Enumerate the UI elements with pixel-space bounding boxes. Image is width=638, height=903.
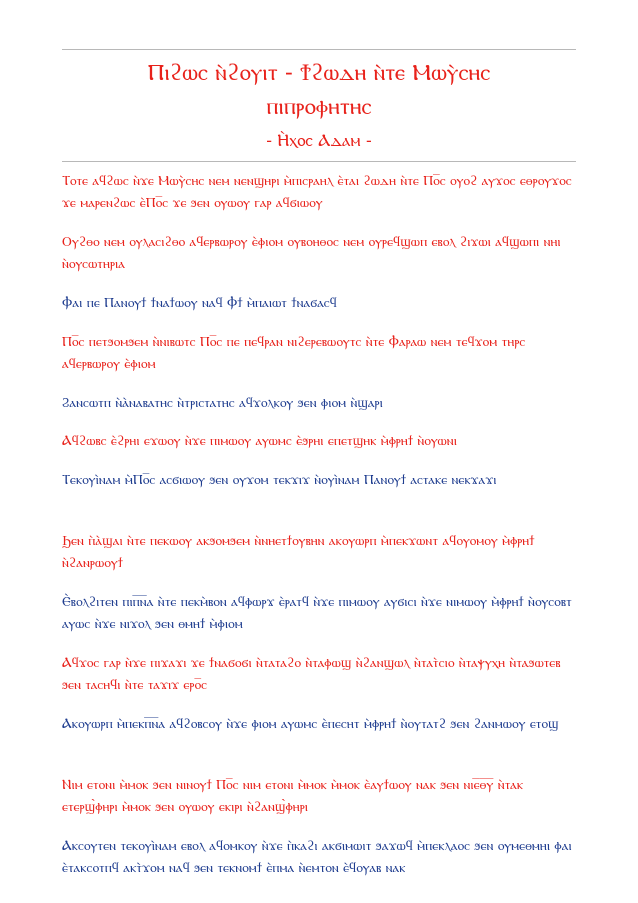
- top-divider: [62, 49, 576, 50]
- title-line-2: ⲡⲓⲡⲣⲟⲫⲏⲧⲏⲥ: [266, 94, 372, 120]
- title-line-1: Ⲡⲓϩⲱⲥ ⲛ̀ϩⲟⲩⲓⲧ - Ϯϩⲱⲇⲏ ⲛ̀ⲧⲉ Ⲙⲱⲩ̀ⲥⲏⲥ: [147, 60, 491, 86]
- title-divider: [62, 161, 576, 162]
- verse-8: Ϧⲉⲛ ⲡ̀ⲁ̀ϣⲁⲓ ⲛ̀ⲧⲉ ⲡⲉⲕⲱⲟⲩ ⲁⲕϧⲟⲙϧⲉⲙ ⲛ̀ⲛⲏⲉⲧϯⲟⲩⲃⲏⲛ ⲁⲕⲟⲩⲱⲣⲡ ⲙ̀ⲡⲉⲕϫⲱⲛⲧ ⲁϥⲟⲩⲟⲙⲟⲩ ⲙ̀ⲫⲣⲏϯ ⲛ̀ϩⲁⲛⲣⲱⲟⲩϯ: [62, 533, 535, 571]
- verse-10: Ⲁϥϫⲟⲥ ⲅⲁⲣ ⲛ̀ϫⲉ ⲡⲓϫⲁϫⲓ ϫⲉ ϯⲛⲁϭⲟϭⲓ ⲛ̀ⲧⲁⲧⲁϩⲟ ⲛ̀ⲧⲁⲫⲱϣ ⲛ̀ϩⲁⲛϣⲱⲗ ⲛ̀ⲧⲁⲧ̀ⲥⲓⲟ ⲛ̀ⲧⲁⲯⲩⲭⲏ ⲛ̀ⲧⲁϧⲱⲧⲉⲃ ϧⲉⲛ ⲧⲁⲥⲏϥⲓ ⲛ̀ⲧⲉ ⲧⲁϫⲓϫ ⲉⲣⲟ̅ⲥ: [62, 655, 561, 693]
- verse-3: Ⲫⲁⲓ ⲡⲉ Ⲡⲁⲛⲟⲩϯ ϯⲛⲁϯⲱⲟⲩ ⲛⲁϥ Ⲫϯ ⲙ̀ⲡⲁⲓⲱⲧ ϯⲛⲁϭⲁⲥϥ: [62, 295, 337, 311]
- verse-1: Ⲧⲟⲧⲉ ⲁϥϩⲱⲥ ⲛ̀ϫⲉ Ⲙⲱⲩ̀ⲥⲏⲥ ⲛⲉⲙ ⲛⲉⲛϣⲏⲣⲓ ⲙ̀ⲡⲓⲥⲣⲁⲏⲗ ⲉ̀ⲧⲁⲓ ϩⲱⲇⲏ ⲛ̀ⲧⲉ Ⲡⲟ̅ⲥ ⲟⲩⲟϩ ⲁⲩϫⲟⲥ ⲉⲑⲣⲟⲩϫⲟⲥ ϫⲉ ⲙⲁⲣⲉⲛϩⲱⲥ ⲉ̀Ⲡⲟ̅ⲥ ϫⲉ ϧⲉⲛ ⲟⲩⲱⲟⲩ ⲅⲁⲣ ⲁϥϭⲓⲱⲟⲩ: [62, 173, 572, 211]
- verse-4: Ⲡⲟ̅ⲥ ⲡⲉⲧϧⲟⲙϧⲉⲙ ⲛ̀ⲛⲓⲃⲱⲧⲥ Ⲡⲟ̅ⲥ ⲡⲉ ⲡⲉϥⲣⲁⲛ ⲛⲓϩⲉⲣⲉⲃⲱⲟⲩⲧⲥ ⲛ̀ⲧⲉ Ⲫⲁⲣⲁⲱ ⲛⲉⲙ ⲧⲉϥϫⲟⲙ ⲧⲏⲣⲥ ⲁϥⲉⲣⲃⲱⲣⲟⲩ ⲉ̀ⲫⲓⲟⲙ: [62, 334, 526, 372]
- verse-9: Ⲉ̀ⲃⲟⲗϩⲓⲧⲉⲛ ⲡⲓⲡ̅ⲛ̅ⲁ ⲛ̀ⲧⲉ ⲡⲉⲕⲙ̀ⲃⲟⲛ ⲁϥⲫⲱⲣϫ ⲉ̀ⲣⲁⲧϥ ⲛ̀ϫⲉ ⲡⲓⲙⲱⲟⲩ ⲁⲩϭⲓⲥⲓ ⲛ̀ϫⲉ ⲛⲓⲙⲱⲟⲩ ⲙ̀ⲫⲣⲏϯ ⲛ̀ⲟⲩⲥⲟⲃⲧ ⲁⲩⲱⲥ ⲛ̀ϫⲉ ⲛⲓϫⲟⲗ ϧⲉⲛ ⲑⲙⲏϯ ⲙ̀ⲫⲓⲟⲙ: [62, 594, 572, 632]
- verse-6: Ⲁϥϩⲱⲃⲥ ⲉ̀ϩⲣⲏⲓ ⲉϫⲱⲟⲩ ⲛ̀ϫⲉ ⲡⲓⲙⲱⲟⲩ ⲁⲩⲱⲙⲥ ⲉ̀ϧⲣⲏⲓ ⲉⲡⲉⲧϣⲏⲕ ⲙ̀ⲫⲣⲏϯ ⲛ̀ⲟⲩⲱⲛⲓ: [62, 433, 457, 449]
- verse-13: Ⲁⲕⲥⲟⲩⲧⲉⲛ ⲧⲉⲕⲟⲩⲓ̀ⲛⲁⲙ ⲉⲃⲟⲗ ⲁϥⲟⲙⲕⲟⲩ ⲛ̀ϫⲉ ⲡ̀ⲕⲁϩⲓ ⲁⲕϭⲓⲙⲱⲓⲧ ϧⲁϫⲱϥ ⲙ̀ⲡⲉⲕⲗⲁⲟⲥ ϧⲉⲛ ⲟⲩⲙⲉⲑⲙⲏⲓ ⲫⲁⲓ ⲉ̀ⲧⲁⲕⲥⲟⲧⲡϥ ⲁⲕⲧ̀ϫⲟⲙ ⲛⲁϥ ϧⲉⲛ ⲧⲉⲕⲛⲟⲙϯ ⲉ̀ⲡⲙⲁ ⲛ̀ⲉⲙⲧⲟⲛ ⲉ̀ϥⲟⲩⲁⲃ ⲛⲁⲕ: [62, 838, 572, 876]
- verse-5: Ϩⲁⲛⲥⲱⲧⲡ ⲛ̀ⲁ̀ⲛⲁⲃⲁⲧⲏⲥ ⲛ̀ⲧⲣⲓⲥⲧⲁⲧⲏⲥ ⲁϥϫⲟⲗⲕⲟⲩ ϧⲉⲛ ⲫⲓⲟⲙ ⲛ̀ϣⲁⲣⲓ: [62, 395, 383, 411]
- verse-11: Ⲁⲕⲟⲩⲱⲣⲡ ⲙ̀ⲡⲉⲕⲡ̅ⲛ̅ⲁ ⲁϥϩⲟⲃⲥⲟⲩ ⲛ̀ϫⲉ ⲫⲓⲟⲙ ⲁⲩⲱⲙⲥ ⲉ̀ⲡⲉⲥⲏⲧ ⲙ̀ⲫⲣⲏϯ ⲛ̀ⲟⲩⲧⲁⲧϩ ϧⲉⲛ ϩⲁⲛⲙⲱⲟⲩ ⲉⲧⲟϣ: [62, 716, 559, 732]
- verse-2: Ⲟⲩϩⲑⲟ ⲛⲉⲙ ⲟⲩⲗⲁⲥⲓϩⲑⲟ ⲁϥⲉⲣⲃⲱⲣⲟⲩ ⲉ̀ⲫⲓⲟⲙ ⲟⲩⲃⲟⲏⲑⲟⲥ ⲛⲉⲙ ⲟⲩⲣⲉϥϣⲱⲡ ⲉⲃⲟⲗ ϩⲓϫⲱⲓ ⲁϥϣⲱⲡⲓ ⲛⲏⲓ ⲛ̀ⲟⲩⲥⲱⲧⲏⲣⲓⲁ: [62, 234, 561, 272]
- tone-subtitle: - Ⲏ̀ⲭⲟⲥ Ⲁⲇⲁⲙ -: [266, 131, 372, 151]
- verse-12: Ⲛⲓⲙ ⲉⲧⲟⲛⲓ ⲙ̀ⲙⲟⲕ ϧⲉⲛ ⲛⲓⲛⲟⲩϯ Ⲡⲟ̅ⲥ ⲛⲓⲙ ⲉⲧⲟⲛⲓ ⲙ̀ⲙⲟⲕ ⲙ̀ⲙⲟⲕ ⲉ̀ⲁⲩϯⲱⲟⲩ ⲛⲁⲕ ϧⲉⲛ ⲛⲓⲉ̅ⲑ̅ⲩ̅ ⲛ̀ⲧⲁⲕ ⲉⲧⲉⲣϣ̀ⲫⲏⲣⲓ ⲙ̀ⲙⲟⲕ ϧⲉⲛ ⲟⲩⲱⲟⲩ ⲉⲕⲓⲣⲓ ⲛ̀ϩⲁⲛϣ̀ⲫⲏⲣⲓ: [62, 777, 524, 815]
- verse-7: Ⲧⲉⲕⲟⲩⲓ̀ⲛⲁⲙ ⲙ̀Ⲡⲟ̅ⲥ ⲁⲥϭⲓⲱⲟⲩ ϧⲉⲛ ⲟⲩϫⲟⲙ ⲧⲉⲕϫⲓϫ ⲛ̀ⲟⲩⲓ̀ⲛⲁⲙ Ⲡⲁⲛⲟⲩϯ ⲁⲥⲧⲁⲕⲉ ⲛⲉⲕϫⲁϫⲓ: [62, 472, 497, 488]
